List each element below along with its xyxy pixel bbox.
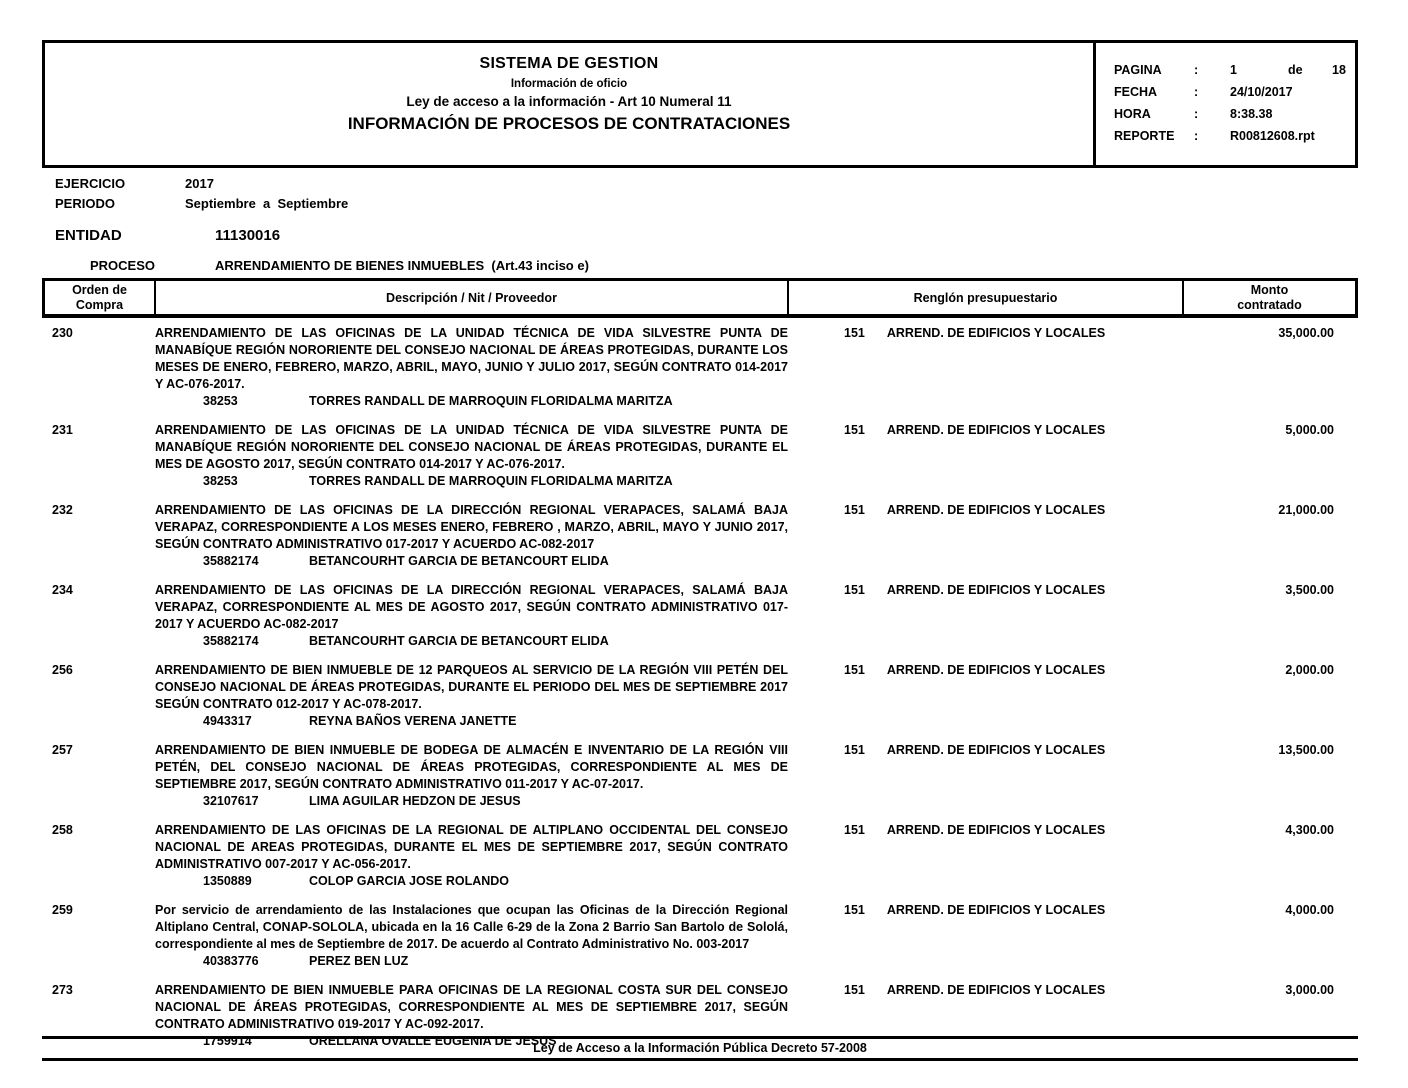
- provider-name: BETANCOURHT GARCIA DE BETANCOURT ELIDA: [309, 554, 609, 568]
- entidad-value: 11130016: [215, 227, 281, 244]
- periodo-value: Septiembre a Septiembre: [185, 196, 349, 211]
- order-number: 256: [52, 663, 73, 677]
- nit-value: 38253: [203, 394, 238, 408]
- renglon-code: 151: [844, 743, 865, 757]
- description-text: ARRENDAMIENTO DE BIEN INMUEBLE DE BODEGA DE ALMACÉN E INVENTARIO DE LA REGIÓN VIII PETÉN, DEL CONSEJO NACIONAL DE ÁREAS PROTEGIDAS, CORRESPONDIENTE AL MES DE SEPTIEMBRE 2017, SEGÚN CONTRATO ADMINISTRATIVO 011-2017 Y AC-07-2017.: [155, 743, 788, 791]
- nit-provider-line: [203, 553, 788, 570]
- description-text: ARRENDAMIENTO DE LAS OFICINAS DE LA UNIDAD TÉCNICA DE VIDA SILVESTRE PUNTA DE MANABÍQUE REGIÓN NORORIENTE DEL CONSEJO NACIONAL DE ÁREAS PROTEGIDAS, DURANTE EL MES DE AGOSTO 2017, SEGÚN CONTRATO 014-2017 Y AC-076-2017.: [155, 423, 788, 471]
- nit-value: 32107617: [203, 794, 259, 808]
- page-total: 18: [1332, 63, 1346, 77]
- pagina-colon: :: [1194, 63, 1199, 77]
- pagina-value: [1230, 63, 1346, 77]
- description-cell: [155, 822, 788, 890]
- nit-value: 4943317: [203, 714, 252, 728]
- periodo-row: [55, 196, 589, 211]
- nit-value: 1350889: [203, 874, 252, 888]
- header-orden-compra: Orden de Compra: [45, 281, 156, 314]
- table-row: [42, 422, 1358, 490]
- nit-provider-line: [203, 393, 788, 410]
- nit-value: 1759914: [203, 1034, 252, 1048]
- nit-provider-line: [203, 873, 788, 890]
- nit-provider-line: [203, 473, 788, 490]
- table-row: [42, 325, 1358, 410]
- description-cell: [155, 902, 788, 970]
- description-text: Por servicio de arrendamiento de las Instalaciones que ocupan las Oficinas de la Dirección Regional Altiplano Central, CONAP-SOLOLA, ubicada en la 16 Calle 6-29 de la Zona 2 Barrio San Bartolo de Sololá, correspondiente al mes de Septiembre de 2017. De acuerdo al Contrato Administrativo No. 003-2017: [155, 903, 788, 951]
- table-row: [42, 902, 1358, 970]
- renglon-cell: [788, 822, 1183, 890]
- description-text: ARRENDAMIENTO DE LAS OFICINAS DE LA DIRECCIÓN REGIONAL VERAPACES, SALAMÁ BAJA VERAPAZ, CORRESPONDIENTE AL MES DE AGOSTO 2017, SEGÚN CONTRATO ADMINISTRATIVO 017-2017 Y ACUERDO AC-082-2017: [155, 583, 788, 631]
- description-cell: [155, 662, 788, 730]
- renglon-code: 151: [844, 663, 865, 677]
- order-number: 234: [52, 583, 73, 597]
- order-number: 259: [52, 903, 73, 917]
- fecha-colon: :: [1194, 85, 1199, 99]
- renglon-desc: ARREND. DE EDIFICIOS Y LOCALES: [886, 823, 1106, 837]
- entidad-label: ENTIDAD: [55, 227, 122, 244]
- renglon-code: 151: [844, 903, 865, 917]
- table-row: [42, 502, 1358, 570]
- description-text: ARRENDAMIENTO DE BIEN INMUEBLE DE 12 PARQUEOS AL SERVICIO DE LA REGIÓN VIII PETÉN DEL CONSEJO NACIONAL DE ÁREAS PROTEGIDAS, DURANTE EL PERIODO DEL MES DE SEPTIEMBRE 2017 SEGÚN CONTRATO 012-2017 Y AC-078-2017.: [155, 663, 788, 711]
- description-cell: [155, 582, 788, 650]
- monto-value: 3,000.00: [1285, 983, 1334, 997]
- renglon-desc: ARREND. DE EDIFICIOS Y LOCALES: [886, 983, 1106, 997]
- description-text: ARRENDAMIENTO DE BIEN INMUEBLE PARA OFICINAS DE LA REGIONAL COSTA SUR DEL CONSEJO NACIONAL DE ÁREAS PROTEGIDAS, CORRESPONDIENTE AL MES DE SEPTIEMBRE 2017, SEGÚN CONTRATO ADMINISTRATIVO 019-2017 Y AC-092-2017.: [155, 983, 788, 1031]
- reporte-colon: :: [1194, 129, 1199, 143]
- report-header-box: [42, 40, 1358, 168]
- nit-provider-line: [203, 953, 788, 970]
- renglon-cell: [788, 422, 1183, 490]
- nit-provider-line: [203, 713, 788, 730]
- meta-row-pagina: [1114, 63, 1358, 77]
- hora-label: HORA: [1114, 107, 1151, 121]
- report-meta-box: [1093, 43, 1358, 165]
- monto-value: 3,500.00: [1285, 583, 1334, 597]
- proceso-label: PROCESO: [90, 258, 156, 273]
- monto-value: 21,000.00: [1278, 503, 1334, 517]
- renglon-desc: ARREND. DE EDIFICIOS Y LOCALES: [886, 583, 1106, 597]
- header-monto: Monto contratado: [1237, 282, 1302, 312]
- description-cell: [155, 742, 788, 810]
- nit-value: 35882174: [203, 634, 259, 648]
- provider-name: PEREZ BEN LUZ: [309, 954, 409, 968]
- renglon-desc: ARREND. DE EDIFICIOS Y LOCALES: [886, 663, 1106, 677]
- header-renglon: Renglón presupuestario: [789, 281, 1184, 314]
- description-text: ARRENDAMIENTO DE LAS OFICINAS DE LA REGIONAL DE ALTIPLANO OCCIDENTAL DEL CONSEJO NACIONAL DE AREAS PROTEGIDAS, DURANTE EL MES DE SEPTIEMBRE 2017, SEGÚN CONTRATO ADMINISTRATIVO 007-2017 Y AC-056-2017.: [155, 823, 788, 871]
- provider-name: LIMA AGUILAR HEDZON DE JESUS: [309, 794, 521, 808]
- subtitle-oficio: Información de oficio: [510, 78, 628, 90]
- entidad-row: [55, 227, 589, 244]
- reporte-value: R00812608.rpt: [1230, 129, 1315, 143]
- nit-value: 35882174: [203, 554, 259, 568]
- table-header-row: [42, 278, 1358, 318]
- description-text: ARRENDAMIENTO DE LAS OFICINAS DE LA DIRECCIÓN REGIONAL VERAPACES, SALAMÁ BAJA VERAPAZ, CORRESPONDIENTE A LOS MESES ENERO, FEBRERO , MARZO, ABRIL, MAYO Y JUNIO 2017, SEGÚN CONTRATO ADMINISTRATIVO 017-2017 Y ACUERDO AC-082-2017: [155, 503, 788, 551]
- provider-name: BETANCOURHT GARCIA DE BETANCOURT ELIDA: [309, 634, 609, 648]
- report-titles: [45, 55, 1093, 134]
- order-number: 257: [52, 743, 73, 757]
- provider-name: COLOP GARCIA JOSE ROLANDO: [309, 874, 510, 888]
- report-parameters: [55, 176, 589, 273]
- table-row: [42, 662, 1358, 730]
- pagina-label: PAGINA: [1114, 63, 1162, 77]
- contracts-table: [42, 278, 1358, 1062]
- order-number: 273: [52, 983, 73, 997]
- description-cell: [155, 422, 788, 490]
- monto-value: 4,000.00: [1285, 903, 1334, 917]
- proceso-value: ARRENDAMIENTO DE BIENES INMUEBLES (Art.43 inciso e): [215, 258, 589, 273]
- ejercicio-row: [55, 176, 589, 191]
- nit-value: 40383776: [203, 954, 259, 968]
- renglon-code: 151: [844, 423, 865, 437]
- proceso-row: [90, 258, 589, 273]
- hora-colon: :: [1194, 107, 1199, 121]
- renglon-cell: [788, 582, 1183, 650]
- order-number: 232: [52, 503, 73, 517]
- table-body: [42, 318, 1358, 1050]
- provider-name: REYNA BAÑOS VERENA JANETTE: [309, 714, 517, 728]
- ejercicio-value: 2017: [185, 176, 214, 191]
- renglon-desc: ARREND. DE EDIFICIOS Y LOCALES: [886, 743, 1106, 757]
- report-title: INFORMACIÓN DE PROCESOS DE CONTRATACIONES: [347, 114, 791, 133]
- nit-provider-line: [203, 633, 788, 650]
- subtitle-law: Ley de acceso a la información - Art 10 Numeral 11: [406, 94, 732, 109]
- header-descripcion: Descripción / Nit / Proveedor: [156, 281, 789, 314]
- hora-value: 8:38.38: [1230, 107, 1273, 121]
- page-number: 1: [1230, 63, 1237, 77]
- renglon-code: 151: [844, 503, 865, 517]
- periodo-label: PERIODO: [55, 196, 115, 211]
- monto-value: 35,000.00: [1278, 326, 1334, 340]
- renglon-desc: ARREND. DE EDIFICIOS Y LOCALES: [886, 503, 1106, 517]
- renglon-code: 151: [844, 983, 865, 997]
- reporte-label: REPORTE: [1114, 129, 1175, 143]
- meta-row-fecha: [1114, 85, 1358, 99]
- system-title: SISTEMA DE GESTION: [479, 55, 659, 72]
- renglon-cell: [788, 502, 1183, 570]
- meta-row-hora: [1114, 107, 1358, 121]
- meta-row-reporte: [1114, 129, 1358, 143]
- table-row: [42, 822, 1358, 890]
- monto-value: 13,500.00: [1278, 743, 1334, 757]
- order-number: 230: [52, 326, 73, 340]
- renglon-code: 151: [844, 326, 865, 340]
- monto-value: 4,300.00: [1285, 823, 1334, 837]
- description-cell: [155, 502, 788, 570]
- renglon-cell: [788, 662, 1183, 730]
- renglon-cell: [788, 742, 1183, 810]
- description-cell: [155, 325, 788, 410]
- renglon-cell: [788, 902, 1183, 970]
- fecha-label: FECHA: [1114, 85, 1158, 99]
- renglon-code: 151: [844, 823, 865, 837]
- description-text: ARRENDAMIENTO DE LAS OFICINAS DE LA UNIDAD TÉCNICA DE VIDA SILVESTRE PUNTA DE MANABÍQUE REGIÓN NORORIENTE DEL CONSEJO NACIONAL DE ÁREAS PROTEGIDAS, DURANTE LOS MESES DE ENERO, FEBRERO, MARZO, ABRIL, MAYO, JUNIO Y JULIO 2017, SEGÚN CONTRATO 014-2017 Y AC-076-2017.: [155, 326, 788, 391]
- nit-provider-line: [203, 793, 788, 810]
- renglon-code: 151: [844, 583, 865, 597]
- renglon-desc: ARREND. DE EDIFICIOS Y LOCALES: [886, 326, 1106, 340]
- provider-name: TORRES RANDALL DE MARROQUIN FLORIDALMA MARITZA: [309, 474, 673, 488]
- renglon-cell: [788, 325, 1183, 410]
- renglon-desc: ARREND. DE EDIFICIOS Y LOCALES: [886, 903, 1106, 917]
- provider-name: ORELLANA OVALLE EUGENIA DE JESUS: [309, 1034, 557, 1048]
- table-row: [42, 582, 1358, 650]
- fecha-value: 24/10/2017: [1230, 85, 1293, 99]
- order-number: 258: [52, 823, 73, 837]
- provider-name: TORRES RANDALL DE MARROQUIN FLORIDALMA MARITZA: [309, 394, 673, 408]
- table-row: [42, 742, 1358, 810]
- order-number: 231: [52, 423, 73, 437]
- nit-value: 38253: [203, 474, 238, 488]
- footer-law-text: Ley de Acceso a la Información Pública Decreto 57-2008: [533, 1041, 867, 1055]
- footer-law-band: [42, 1036, 1358, 1061]
- ejercicio-label: EJERCICIO: [55, 176, 126, 191]
- monto-value: 5,000.00: [1285, 423, 1334, 437]
- page-de: de: [1288, 63, 1303, 77]
- monto-value: 2,000.00: [1285, 663, 1334, 677]
- renglon-desc: ARREND. DE EDIFICIOS Y LOCALES: [886, 423, 1106, 437]
